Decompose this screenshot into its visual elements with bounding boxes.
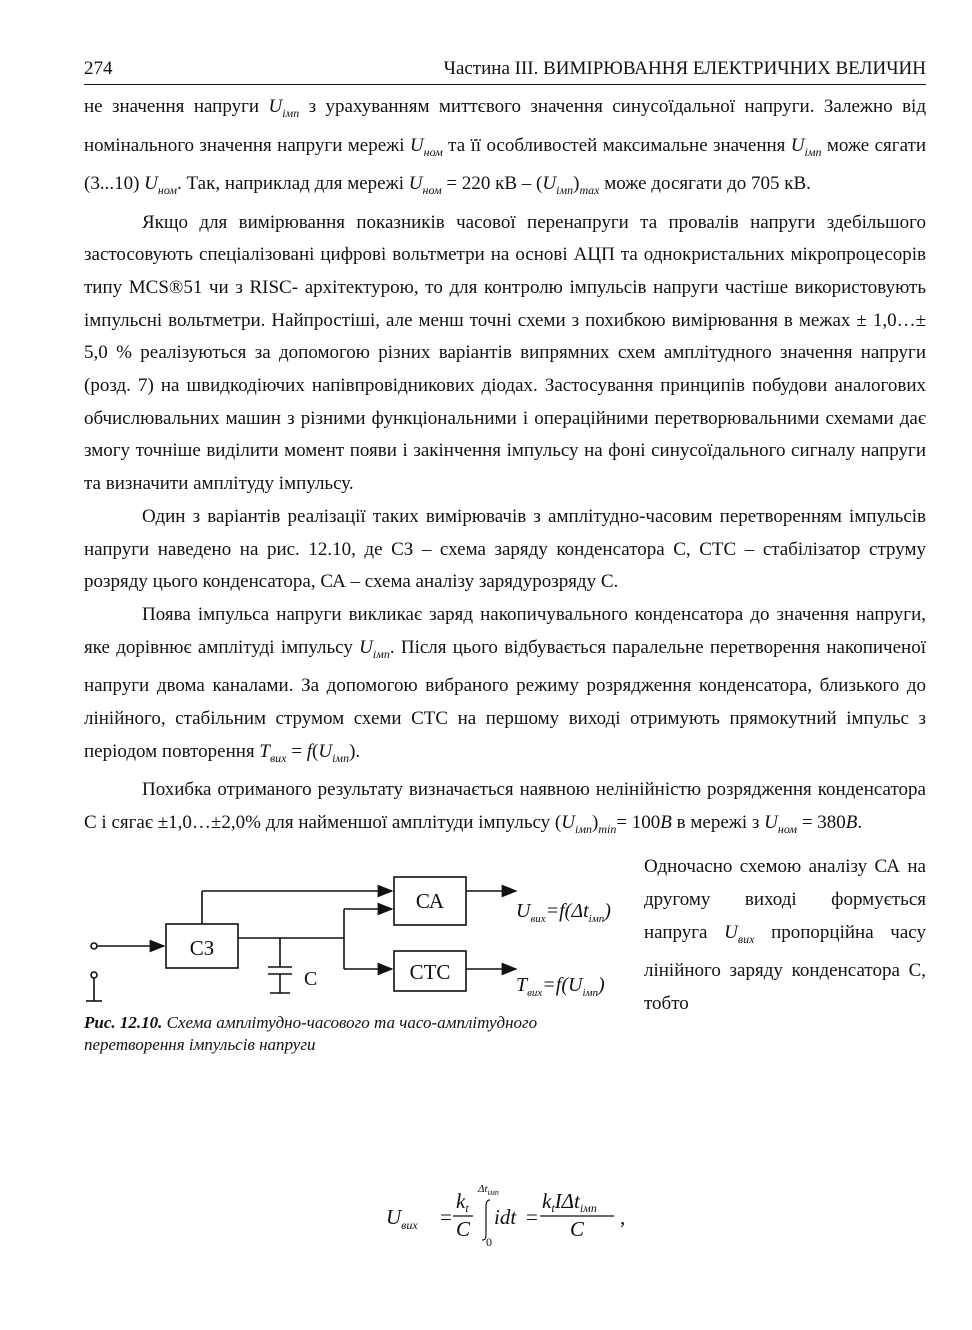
var: U xyxy=(268,96,283,117)
var: U xyxy=(542,173,557,194)
subscript: max xyxy=(579,182,600,197)
caption-text: Схема амплітудно-часового та часо-амплітудного перетворення імпульсів напруги xyxy=(84,1013,538,1055)
out1-rest: =f(Δt xyxy=(545,900,589,923)
text-run: . Після цього відбувається паралельне перетворення накопиченої напруги двома каналами. За допомогою вибраного режиму розрядження конденсатора, близького до лінійного, стабільним струмом схеми СТС на першому виході отримують прямокутний імпульс з періодом повторення xyxy=(84,636,926,762)
text-run: . xyxy=(857,811,863,833)
subscript: імп xyxy=(372,646,390,661)
var: U xyxy=(790,134,805,156)
out1-close: ) xyxy=(604,900,611,923)
f-lower: 0 xyxy=(486,1235,492,1248)
text-run: не значення напруги xyxy=(84,96,269,117)
paragraph-2: Якщо для вимірювання показників часової перенапруги та провалів напруги здебільшого застосовують спеціалізовані цифрові вольтметри на основі АЦП та однокристальних мікропроцесорів типу MCS®51 чи з RISC- архітектурою, то для контролю імпульсів напруги частіше використовують імпульсні вольтметри. Найпростіші, але менш точні схеми з похибкою вимірювання в межах ± 1,0…± 5,0 % реалізуються за допомогою різних варіантів випрямних схем амплітудного значення напруги (розд. 7) на швидкодіючих напівпровідникових діодах. Застосування принципів побудови аналогових обчислювальних машин з різними функціональними і операційними перетворювальними схемами дає змогу точніше виділити момент появи і закінчення імпульсу на фоні синусоїдального сигналу напруги та визначити амплітуду імпульсу. xyxy=(84,211,926,495)
text-run: = 380 xyxy=(797,811,846,833)
f-num2-sub2: імп xyxy=(579,1201,597,1215)
text-run: ( xyxy=(312,740,319,762)
subscript: вих xyxy=(737,931,755,946)
text-run: з урахуванням миттєвого значення синусоїдальної напруги. Залежно від номінального значення напруги мережі xyxy=(84,96,926,156)
f-den2: C xyxy=(570,1217,585,1241)
paragraph-5 xyxy=(84,774,926,845)
text-run: = xyxy=(286,740,307,762)
var: U xyxy=(359,636,373,658)
text-run: Похибка отриманого результату визначається наявною нелінійністю розрядження конденсатора С і сягає ±1,0…±2,0% для найменшої амплітуди імпульсу ( xyxy=(84,779,926,833)
label-sts: СТС xyxy=(409,960,451,985)
page-number: 274 xyxy=(84,58,113,79)
f-num2-sub: t xyxy=(551,1201,555,1215)
section-title: Частина III. ВИМІРЮВАННЯ ЕЛЕКТРИЧНИХ ВЕЛИЧИН xyxy=(443,58,926,79)
out1-u: U xyxy=(516,900,531,923)
f-upper xyxy=(477,1183,499,1197)
text-run: може сягати (3...10) xyxy=(84,134,926,194)
subscript: min xyxy=(598,821,617,836)
out2-rest: =f(U xyxy=(542,974,583,997)
var: U xyxy=(318,740,333,762)
subscript: імп xyxy=(574,821,592,836)
out1-sub2: імп xyxy=(588,913,605,926)
f-tail: , xyxy=(620,1205,626,1229)
f-upper-dt: Δt xyxy=(478,1183,488,1195)
paragraph-4 xyxy=(84,599,926,774)
f-num1-k: k xyxy=(456,1189,466,1213)
paragraph-3: Один з варіантів реалізації таких вимірювачів з амплітудно-часовим перетворенням імпульсів напруги наведено на рис. 12.10, де СЗ – схема заряду конденсатора С, СТС – стабілізатор струму розряду цього конденсатора, СА – схема аналізу зарядурозряду С. xyxy=(84,505,926,593)
page xyxy=(84,58,926,1101)
text-run: Одночасно схемою аналізу СА на другому виході формується напруга xyxy=(644,856,926,943)
var: B xyxy=(660,811,672,833)
formula-lhs xyxy=(386,1205,418,1232)
out2-sub2: імп xyxy=(582,987,599,1000)
var: U xyxy=(409,134,424,156)
subscript: ном xyxy=(157,182,178,197)
output-1-label xyxy=(516,900,611,925)
f-upper-sub: імп xyxy=(487,1188,499,1197)
f-eq2: = xyxy=(526,1205,538,1229)
text-run: = 220 кВ – ( xyxy=(441,173,543,194)
text-run: = 100 xyxy=(616,811,661,833)
running-header xyxy=(84,58,926,85)
caption-label: Рис. 12.10. xyxy=(84,1013,163,1033)
figure-12-10 xyxy=(84,851,632,1056)
var: B xyxy=(845,811,858,833)
text-run: ) xyxy=(573,173,580,194)
f-num1-sub: t xyxy=(465,1201,469,1215)
paragraph-1 xyxy=(84,91,926,207)
subscript: імп xyxy=(556,182,574,197)
f-num2-k: k xyxy=(542,1189,552,1213)
figure-row xyxy=(84,851,926,1101)
var: U xyxy=(408,173,423,194)
f-integral-sign xyxy=(482,1200,490,1240)
subscript: ном xyxy=(422,182,442,197)
text-run: . Так, наприклад для мережі xyxy=(177,173,409,194)
f-num1 xyxy=(456,1189,469,1215)
text-run: в мережі з xyxy=(671,811,765,833)
f-lhs-sub: вих xyxy=(401,1218,418,1232)
side-paragraph xyxy=(644,851,926,1020)
var: T xyxy=(259,740,270,762)
f-integrand: idt xyxy=(494,1205,517,1229)
subscript: ном xyxy=(423,144,443,159)
body-text xyxy=(84,91,926,845)
f-num2-rest: IΔt xyxy=(554,1189,580,1213)
out2-sub: вих xyxy=(527,987,543,1000)
label-sz: СЗ xyxy=(189,936,215,961)
subscript: ном xyxy=(777,821,798,836)
subscript: імп xyxy=(332,750,350,765)
var: U xyxy=(144,173,158,194)
subscript: імп xyxy=(804,144,822,159)
text-run: Поява імпульса напруги викликає заряд накопичувального конденсатора до значення напруги, яке дорівнює амплітуді імпульсу xyxy=(84,603,926,658)
figure-caption xyxy=(84,1012,632,1056)
label-sa: СА xyxy=(415,889,445,914)
f-lhs: U xyxy=(386,1205,402,1229)
ground-terminal xyxy=(91,972,97,978)
out1-sub: вих xyxy=(530,913,546,926)
f-eq1: = xyxy=(440,1205,452,1229)
var: U xyxy=(724,921,738,943)
text-run: та її особливостей максимальне значення xyxy=(442,134,791,156)
text-run: ) xyxy=(591,811,599,833)
text-run: ). xyxy=(349,740,361,762)
var: f xyxy=(306,740,313,762)
out2-t: T xyxy=(516,974,528,997)
input-terminal xyxy=(91,943,97,949)
var: U xyxy=(764,811,778,833)
f-num2 xyxy=(542,1189,597,1215)
text-run: може досягати до 705 кВ. xyxy=(599,173,811,194)
block-diagram xyxy=(84,851,632,1011)
var: U xyxy=(561,811,575,833)
subscript: вих xyxy=(269,750,287,765)
formula-u-out xyxy=(300,1178,640,1248)
out2-close: ) xyxy=(598,974,605,997)
f-den1: C xyxy=(456,1217,471,1241)
text-run: пропорційна часу лінійного заряду конденсатора С, тобто xyxy=(644,921,926,1014)
output-2-label xyxy=(516,974,605,999)
label-capacitor: C xyxy=(304,968,318,991)
subscript: імп xyxy=(282,105,300,120)
